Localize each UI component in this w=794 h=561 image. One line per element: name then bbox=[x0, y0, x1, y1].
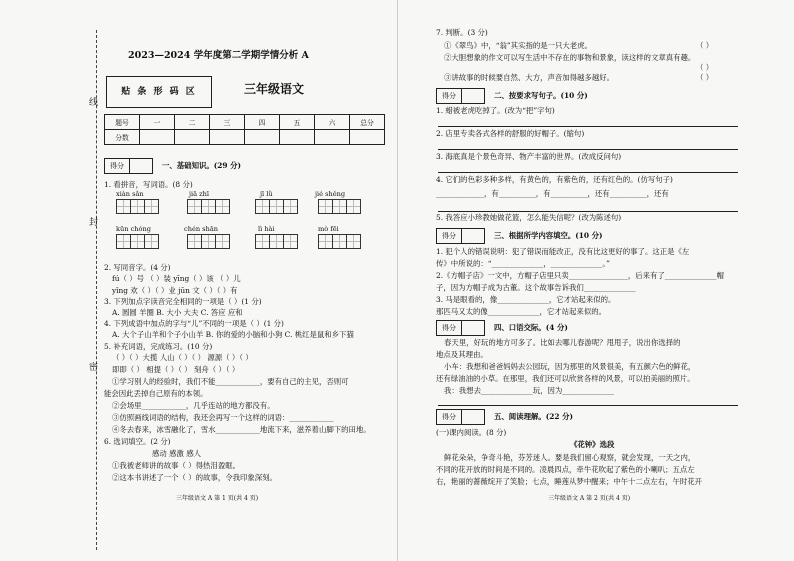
q5-line-5: ②会场里____________，几乎连站的地方都没有。 bbox=[112, 401, 275, 410]
binding-line bbox=[96, 30, 97, 550]
s1-text: 1. 蜡被老虎吃掉了。(改为“把”字句) bbox=[436, 106, 555, 115]
writing-grid[interactable] bbox=[116, 234, 158, 249]
r3-text-b: 那匹马又太的像______________，它才站起来似的。 bbox=[436, 307, 606, 316]
r1-text: 1. 犯个人的错误说明：犯了错误而能改正，没有比这更好的事了。这正是《左 bbox=[436, 247, 690, 256]
barcode-area: 贴 条 形 码 区 bbox=[106, 76, 212, 108]
answer-line[interactable] bbox=[438, 118, 738, 127]
q5-line-4: 能会因此丢掉自己原有的本领。 bbox=[104, 389, 208, 398]
writing-grid[interactable] bbox=[255, 199, 297, 214]
q6-line-1: ①我被老师讲的故事（ ）得热泪盈眶。 bbox=[112, 461, 240, 470]
q5-line-6: ③仿照画线词语的结构，我还会再写一个这样的词语：____________ bbox=[112, 413, 334, 422]
q7-judge-1[interactable]: （ ） bbox=[696, 41, 714, 50]
section-2-title: 二、按要求写句子。(10 分) bbox=[494, 91, 588, 100]
s4-text: 4. 它们的色彩多种多样，有黄色的，有紫色的，还有红色的。(仿写句子) bbox=[436, 175, 673, 184]
answer-line[interactable] bbox=[438, 397, 738, 406]
writing-grid[interactable] bbox=[187, 234, 229, 249]
answer-line[interactable] bbox=[438, 164, 738, 173]
writing-grid[interactable] bbox=[187, 199, 229, 214]
score-box-blank[interactable] bbox=[462, 89, 484, 103]
q5-line-2: 即即（ ） 相提（ ）（ ） 刻舟（ ）（ ） bbox=[112, 365, 240, 374]
score-box bbox=[436, 228, 485, 244]
score-box-label: 得分 bbox=[437, 229, 462, 243]
score-box-label: 得分 bbox=[437, 321, 462, 335]
score-box-label: 得分 bbox=[437, 89, 462, 103]
pinyin-3: jī lǜ bbox=[260, 190, 273, 198]
c2-text: 小车：我想和爸爸妈妈去公园玩，因为那里的风景很美，有五颜六色的鲜花， bbox=[444, 362, 696, 371]
q7-line-2: ②大胆想象的作文可以写生活中不存在的事物和景象，读这样的文章真有趣。 bbox=[444, 53, 696, 62]
q5-text: 5. 补充词语，完成练习。(10 分) bbox=[104, 342, 213, 351]
section-1-title: 一、基础知识。(29 分) bbox=[162, 161, 241, 170]
score-box-blank[interactable] bbox=[462, 321, 484, 335]
score-cell[interactable] bbox=[315, 130, 350, 145]
writing-grid[interactable] bbox=[318, 199, 360, 214]
r2-text-b: 子，因为方帽子成为古董。这个故事告诉我们______________ bbox=[436, 283, 636, 292]
q5-line-7: ④冬去春来，冰雪融化了，雪水____________地流下来，滋养着山脚下的田地。 bbox=[112, 425, 371, 434]
q3-text: 3. 下列加点字读音完全相同的一项是（ ）(1 分) bbox=[104, 297, 262, 306]
score-box bbox=[436, 88, 485, 104]
q5-line-3: ①学习别人的经验时，我们不能____________，要有自己的主见，否则可 bbox=[112, 377, 349, 386]
page-footer: 三年级语文 A 第 1 页(共 4 页) bbox=[176, 495, 259, 502]
writing-grid[interactable] bbox=[255, 234, 297, 249]
q7-text: 7. 判断。(3 分) bbox=[436, 28, 488, 37]
r1-text-b: 传》中所说的：“______________，______________。” bbox=[436, 259, 610, 268]
s3-text: 3. 海底真是个景色奇异、物产丰富的世界。(改成反问句) bbox=[436, 152, 622, 161]
q7-judge-2[interactable]: （ ） bbox=[696, 63, 714, 72]
r3-text: 3. 马是眼看的，像______________，它才站起来似的。 bbox=[436, 295, 616, 304]
score-cell[interactable] bbox=[280, 130, 315, 145]
q2-line-1: fú（ ）号 （ ）装 yīng（ ）该 （ ）儿 bbox=[112, 274, 241, 283]
score-header: 总分 bbox=[350, 115, 385, 130]
score-header: 二 bbox=[175, 115, 210, 130]
passage-line-1: 鲜花朵朵，争奇斗艳，芬芳迷人。要是我们留心观察，就会发现，一天之内， bbox=[444, 453, 696, 462]
score-cell[interactable] bbox=[140, 130, 175, 145]
score-box-blank[interactable] bbox=[130, 159, 152, 173]
q7-judge-3[interactable]: （ ） bbox=[696, 73, 714, 82]
exam-title: 2023—2024 学年度第二学期学情分析 A bbox=[128, 50, 309, 61]
q2-text: 2. 写同音字。(4 分) bbox=[104, 263, 171, 272]
pinyin-6: chén shān bbox=[184, 225, 218, 233]
score-box-blank[interactable] bbox=[462, 410, 484, 424]
c1-text-b: 地点及其理由。 bbox=[436, 350, 488, 359]
section-5-title: 五、阅读理解。(22 分) bbox=[494, 412, 573, 421]
section-3-title: 三、根据所学内容填空。(10 分) bbox=[494, 231, 603, 240]
score-header: 题号 bbox=[105, 115, 140, 130]
passage-title: 《花钟》选段 bbox=[570, 440, 615, 449]
score-header: 四 bbox=[245, 115, 280, 130]
page-footer: 三年级语文 A 第 2 页(共 4 页) bbox=[548, 495, 631, 502]
q4-text: 4. 下列成语中加点的字与“儿”不同的一项是（ ）(1 分) bbox=[104, 319, 284, 328]
score-box bbox=[436, 409, 485, 425]
q4-options: A. 大个子山羊和个子小山羊 B. 你的爱的小脑和小狗 C. 桃红是鼠和乡下猫 bbox=[112, 330, 354, 339]
margin-char-closed: 密 bbox=[89, 363, 99, 373]
score-cell[interactable] bbox=[350, 130, 385, 145]
q7-line-3: ③讲故事的时候要自然、大方，声音加得越多越好。 bbox=[444, 73, 614, 82]
section-4-title: 四、口语交际。(4 分) bbox=[494, 323, 568, 332]
subject-title: 三年级语文 bbox=[244, 82, 305, 96]
margin-char-line: 线 bbox=[89, 98, 99, 108]
score-box-label: 得分 bbox=[105, 159, 130, 173]
score-box bbox=[104, 158, 153, 174]
score-box-blank[interactable] bbox=[462, 229, 484, 243]
score-header: 五 bbox=[280, 115, 315, 130]
margin-char-seal: 封 bbox=[89, 218, 99, 228]
score-row-label: 分数 bbox=[105, 130, 140, 145]
pinyin-8: mò fēi bbox=[318, 225, 339, 233]
pinyin-1: xiàn sǎn bbox=[116, 190, 144, 198]
pinyin-7: lì hài bbox=[258, 225, 275, 233]
answer-line[interactable] bbox=[438, 141, 738, 150]
r2-text: 2.《方帽子店》一文中，方帽子店里只卖________________，后来有了______________帽 bbox=[436, 271, 724, 280]
c3-text[interactable]: 我：我想去______________玩，因为______________ bbox=[444, 386, 614, 395]
score-table bbox=[104, 114, 385, 145]
exam-page-2 bbox=[397, 0, 794, 561]
q5-line-1: （ ）（ ）大揽 人山（ ）（ ） 源源（ ）（ ） bbox=[112, 353, 253, 362]
writing-grid[interactable] bbox=[318, 234, 360, 249]
s2-text: 2. 店里专卖各式各样的舒服的好帽子。(缩句) bbox=[436, 129, 585, 138]
q3-options: A. 圆圆 羊圈 B. 大小 大夫 C. 答应 应和 bbox=[112, 308, 243, 317]
passage-line-2: 不同的花开放的时间是不同的。凌晨四点，牵牛花吹起了紫色的小喇叭；五点左 bbox=[436, 465, 695, 474]
pinyin-2: jiā zhī bbox=[189, 190, 210, 198]
subsection-title: (一)课内阅读。(8 分) bbox=[436, 428, 507, 437]
answer-line[interactable] bbox=[438, 203, 738, 212]
score-header: 一 bbox=[140, 115, 175, 130]
q7-line-1: ①《翠鸟》中，“翁”其实指的是一只大老虎。 bbox=[444, 41, 592, 50]
score-header: 三 bbox=[210, 115, 245, 130]
score-box-label: 得分 bbox=[437, 410, 462, 424]
writing-grid[interactable] bbox=[116, 199, 158, 214]
score-box bbox=[436, 320, 485, 336]
q1-text: 1. 看拼音，写词语。(8 分) bbox=[104, 180, 193, 189]
score-header: 六 bbox=[315, 115, 350, 130]
c2-text-b: 还有绿油油的小草。在那里，我们还可以欣赏各样的风景，可以拍美丽的照片。 bbox=[436, 374, 695, 383]
score-cell[interactable] bbox=[245, 130, 280, 145]
s5-text: 5. 我答应小珍教她做花篮，怎么能失信呢？(改为陈述句) bbox=[436, 213, 622, 222]
c1-text: 春天里，好玩的地方可多了。比如去哪儿春游呢？甩甩子，说出你选择的 bbox=[444, 338, 681, 347]
score-cell[interactable] bbox=[210, 130, 245, 145]
score-cell[interactable] bbox=[175, 130, 210, 145]
pinyin-4: jié shěng bbox=[315, 190, 346, 198]
s4-fill[interactable]: _____________，有__________，有__________，还有__________，还有 bbox=[436, 189, 669, 198]
q6-line-2: ②这本书讲述了一个（ ）的故事，令我印象深刻。 bbox=[112, 473, 277, 482]
q6-words: 感动 感激 感人 bbox=[152, 449, 202, 458]
q6-text: 6. 选词填空。(2 分) bbox=[104, 437, 171, 446]
pinyin-5: kūn chóng bbox=[116, 225, 151, 233]
passage-line-3: 右，艳丽的蔷薇绽开了笑脸；七点，睡莲从梦中醒来；中午十二点左右，午时花开 bbox=[436, 477, 703, 486]
q2-line-2: yǐng 欢（ ）（ ）业 jūn 文（ ）（ ）有 bbox=[112, 286, 238, 295]
